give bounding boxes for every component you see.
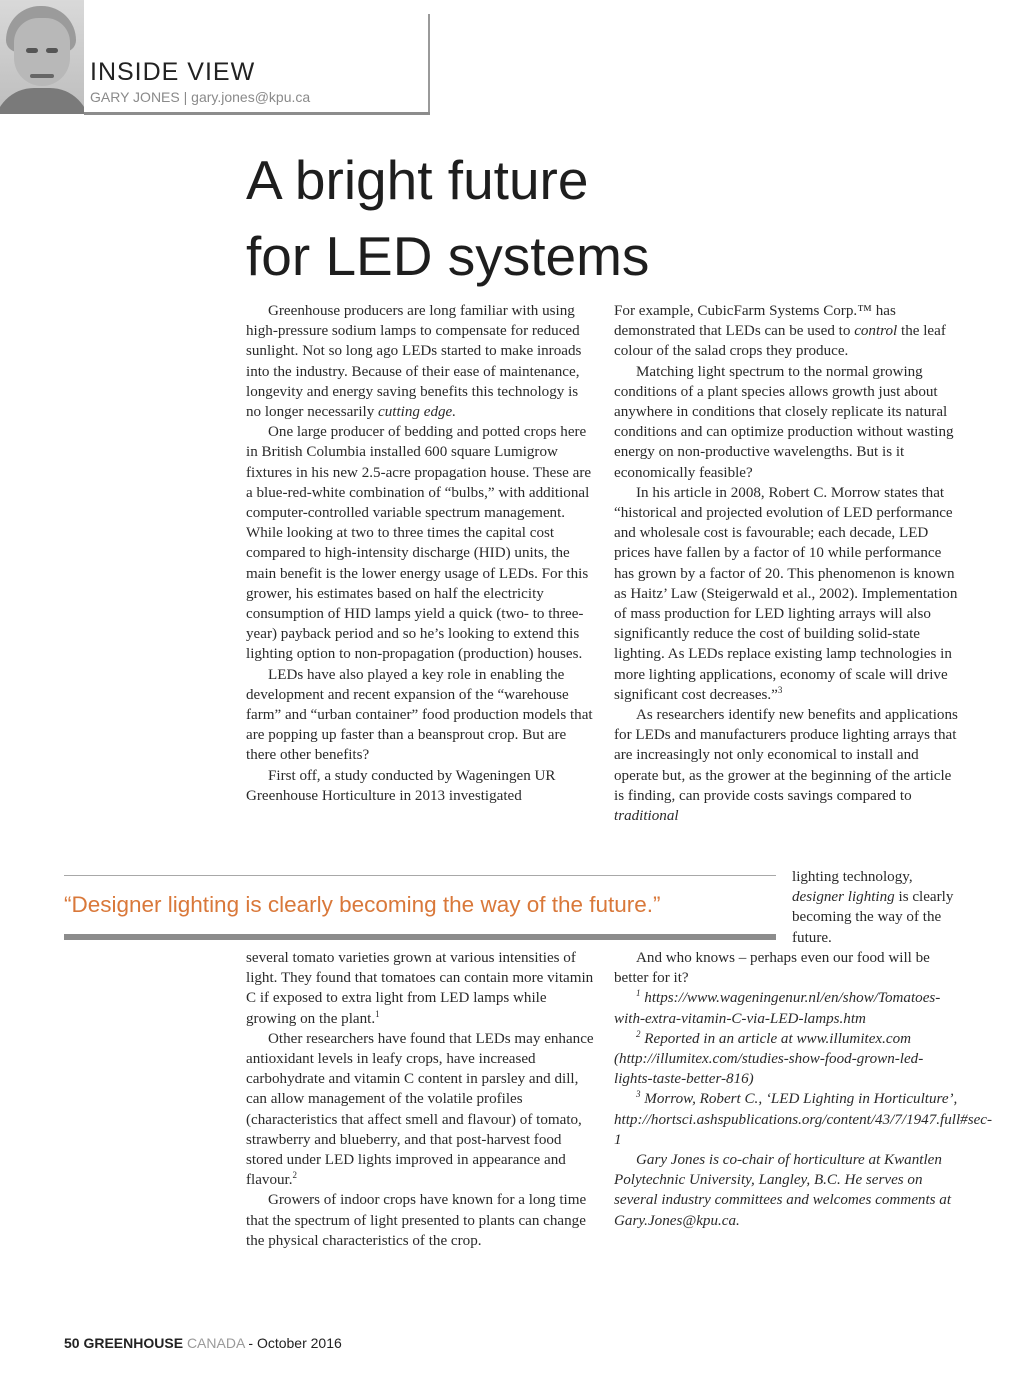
paragraph: And who knows – perhaps even our food will be better for it?	[614, 950, 930, 987]
footnote-ref: 2	[292, 1170, 298, 1181]
page-folio	[64, 1335, 342, 1351]
publication-name: GREENHOUSE	[83, 1335, 184, 1351]
pull-quote: “Designer lighting is clearly becoming the way of the future.”	[64, 892, 661, 917]
paragraph: One large producer of bedding and potted crops here in British Columbia installed 600 square Lumigrow fixtures in his new 2.5-acre propagation house. These are a blue-red-white combination of “bulbs,” with additional computer-controlled variable spectrum management. While looking at two to three times the capital cost compared to high-intensity discharge (HID) units, the main benefit is the lower energy usage of LEDs. For this grower, his estimates based on half the electricity consumption of HID lamps yield a quick (two- to three-year) payback period and so he’s looking to extend this lighting option to non-propagation (production) houses.	[246, 424, 592, 663]
paragraph-text: several tomato varieties grown at various intensities of light. They found that tomatoes can contain more vitamin C if exposed to extra light from LED lamps while growing on the plant.	[246, 950, 594, 1027]
header-divider-vertical	[428, 14, 430, 114]
author-photo	[0, 0, 84, 114]
footnote-2	[614, 1029, 960, 1090]
author-photo-eye-left	[26, 48, 38, 53]
paragraph-text: As researchers identify new benefits and applications for LEDs and manufacturers produce lighting arrays that are increasingly not only economical to install and operate but, as the grower at the beginning of the article is finding, can provide costs savings compared to	[614, 707, 958, 804]
footnote-ref: 3	[777, 684, 783, 695]
footnote-3	[614, 1089, 993, 1150]
paragraph-text: lighting technology,	[792, 869, 913, 885]
designer-lighting-emphasis: designer lighting	[792, 889, 895, 906]
footnote-number: 3	[636, 1089, 641, 1100]
paragraph-text: the leaf colour of the salad crops they produce.	[614, 323, 946, 360]
headline-line-2: for LED systems	[246, 225, 650, 287]
pull-quote-rule-bottom	[64, 934, 776, 940]
cutting-edge-emphasis: cutting edge.	[378, 404, 457, 421]
footnote-ref: 1	[375, 1008, 380, 1019]
issue-date: - October 2016	[248, 1335, 342, 1351]
author-photo-shoulders	[0, 88, 84, 114]
footnote-text: https://www.wageningenur.nl/en/show/Tomatoes-with-extra-vitamin-C-via-LED-lamps.htm	[614, 990, 941, 1027]
author-photo-mouth	[30, 74, 54, 78]
paragraph	[614, 301, 960, 362]
paragraph-text: Other researchers have found that LEDs may enhance antioxidant levels in leafy crops, have increased carbohydrate and vitamin C content in parsley and dill, can allow management of the volatile profiles (characteristics that affect smell and flavour) of tomato, strawberry and blueberry, and that post-harvest food stored under LED lights improved in appearance and flavour.	[246, 1030, 594, 1189]
paragraph	[792, 867, 962, 948]
footnote-text: Morrow, Robert C., ‘LED Lighting in Horticulture’, http://hortsci.ashspublications.org/content/43/7/1947.full#sec-1	[614, 1091, 993, 1148]
footnote-1	[614, 988, 960, 1028]
article-headline	[246, 142, 806, 294]
paragraph-text: Greenhouse producers are long familiar with using high-pressure sodium lamps to compensate for reduced sunlight. Not so long ago LEDs started to make inroads into the industry. Because of their ease of maintenance, longevity and energy saving benefits this technology is no longer necessarily	[246, 303, 582, 421]
page-number: 50	[64, 1335, 80, 1351]
paragraph-text: In his article in 2008, Robert C. Morrow states that “historical and projected evolution of LED performance and wholesale cost is favourable; each decade, LED prices have fallen by a factor of 10 while performance has grown by a factor of 20. This phenomenon is known as Haitz’ Law (Steigerwald et al., 2002). Implementation of mass production for LED lighting arrays will also significantly reduce the cost of building solid-state lighting. As LEDs replace existing lamp technologies in more lighting applications, economy of scale will drive significant cost decreases.”	[614, 484, 958, 703]
header-divider-horizontal	[84, 112, 430, 115]
footnote-number: 1	[636, 988, 641, 999]
pull-quote-rule-top	[64, 875, 776, 876]
headline-line-1: A bright future	[246, 149, 589, 211]
author-byline: GARY JONES | gary.jones@kpu.ca	[90, 89, 311, 105]
footnote-text: Reported in an article at www.illumitex.com (http://illumitex.com/studies-show-food-grown-led-lights-taste-better-816)	[614, 1030, 924, 1088]
right-column-top	[614, 301, 960, 826]
author-bio: Gary Jones is co-chair of horticulture at Kwantlen Polytechnic University, Langley, B.C. He serves on several industry committees and welcomes comments at Gary.Jones@kpu.ca.	[614, 1152, 952, 1229]
paragraph-text: For example, CubicFarm Systems Corp.™ has demonstrated that LEDs can be used to	[614, 303, 896, 340]
paragraph: First off, a study conducted by Wageningen UR Greenhouse Horticulture in 2013 investigated	[246, 767, 556, 804]
paragraph	[246, 301, 594, 422]
publication-suffix: CANADA	[186, 1335, 245, 1351]
paragraph	[614, 705, 960, 826]
paragraph	[246, 948, 594, 1029]
traditional-emphasis: traditional	[614, 808, 679, 825]
section-title: INSIDE VIEW	[90, 58, 256, 86]
paragraph: Growers of indoor crops have known for a long time that the spectrum of light presented to plants can change the physical characteristics of the crop.	[246, 1192, 587, 1249]
author-photo-eye-right	[46, 48, 58, 53]
paragraph: Matching light spectrum to the normal growing conditions of a plant species allows growth just about anywhere in conditions that closely replicate its natural conditions and can optimize production without wasting energy on non-productive wavelengths. But is it economically feasible?	[614, 363, 954, 481]
left-column-bottom	[246, 948, 594, 1251]
right-column-bottom	[614, 948, 993, 1231]
paragraph-text: is clearly becoming the way of the future.	[792, 889, 954, 946]
paragraph	[246, 1029, 594, 1191]
footnote-number: 2	[636, 1028, 641, 1039]
right-column-middle	[792, 867, 962, 948]
paragraph: LEDs have also played a key role in enabling the development and recent expansion of the “warehouse farm” and “urban container” food production models that are popping up faster than a beansprout crop. But are there other benefits?	[246, 666, 593, 764]
paragraph	[614, 483, 960, 705]
left-column-top	[246, 301, 594, 806]
control-emphasis: control	[854, 323, 898, 340]
